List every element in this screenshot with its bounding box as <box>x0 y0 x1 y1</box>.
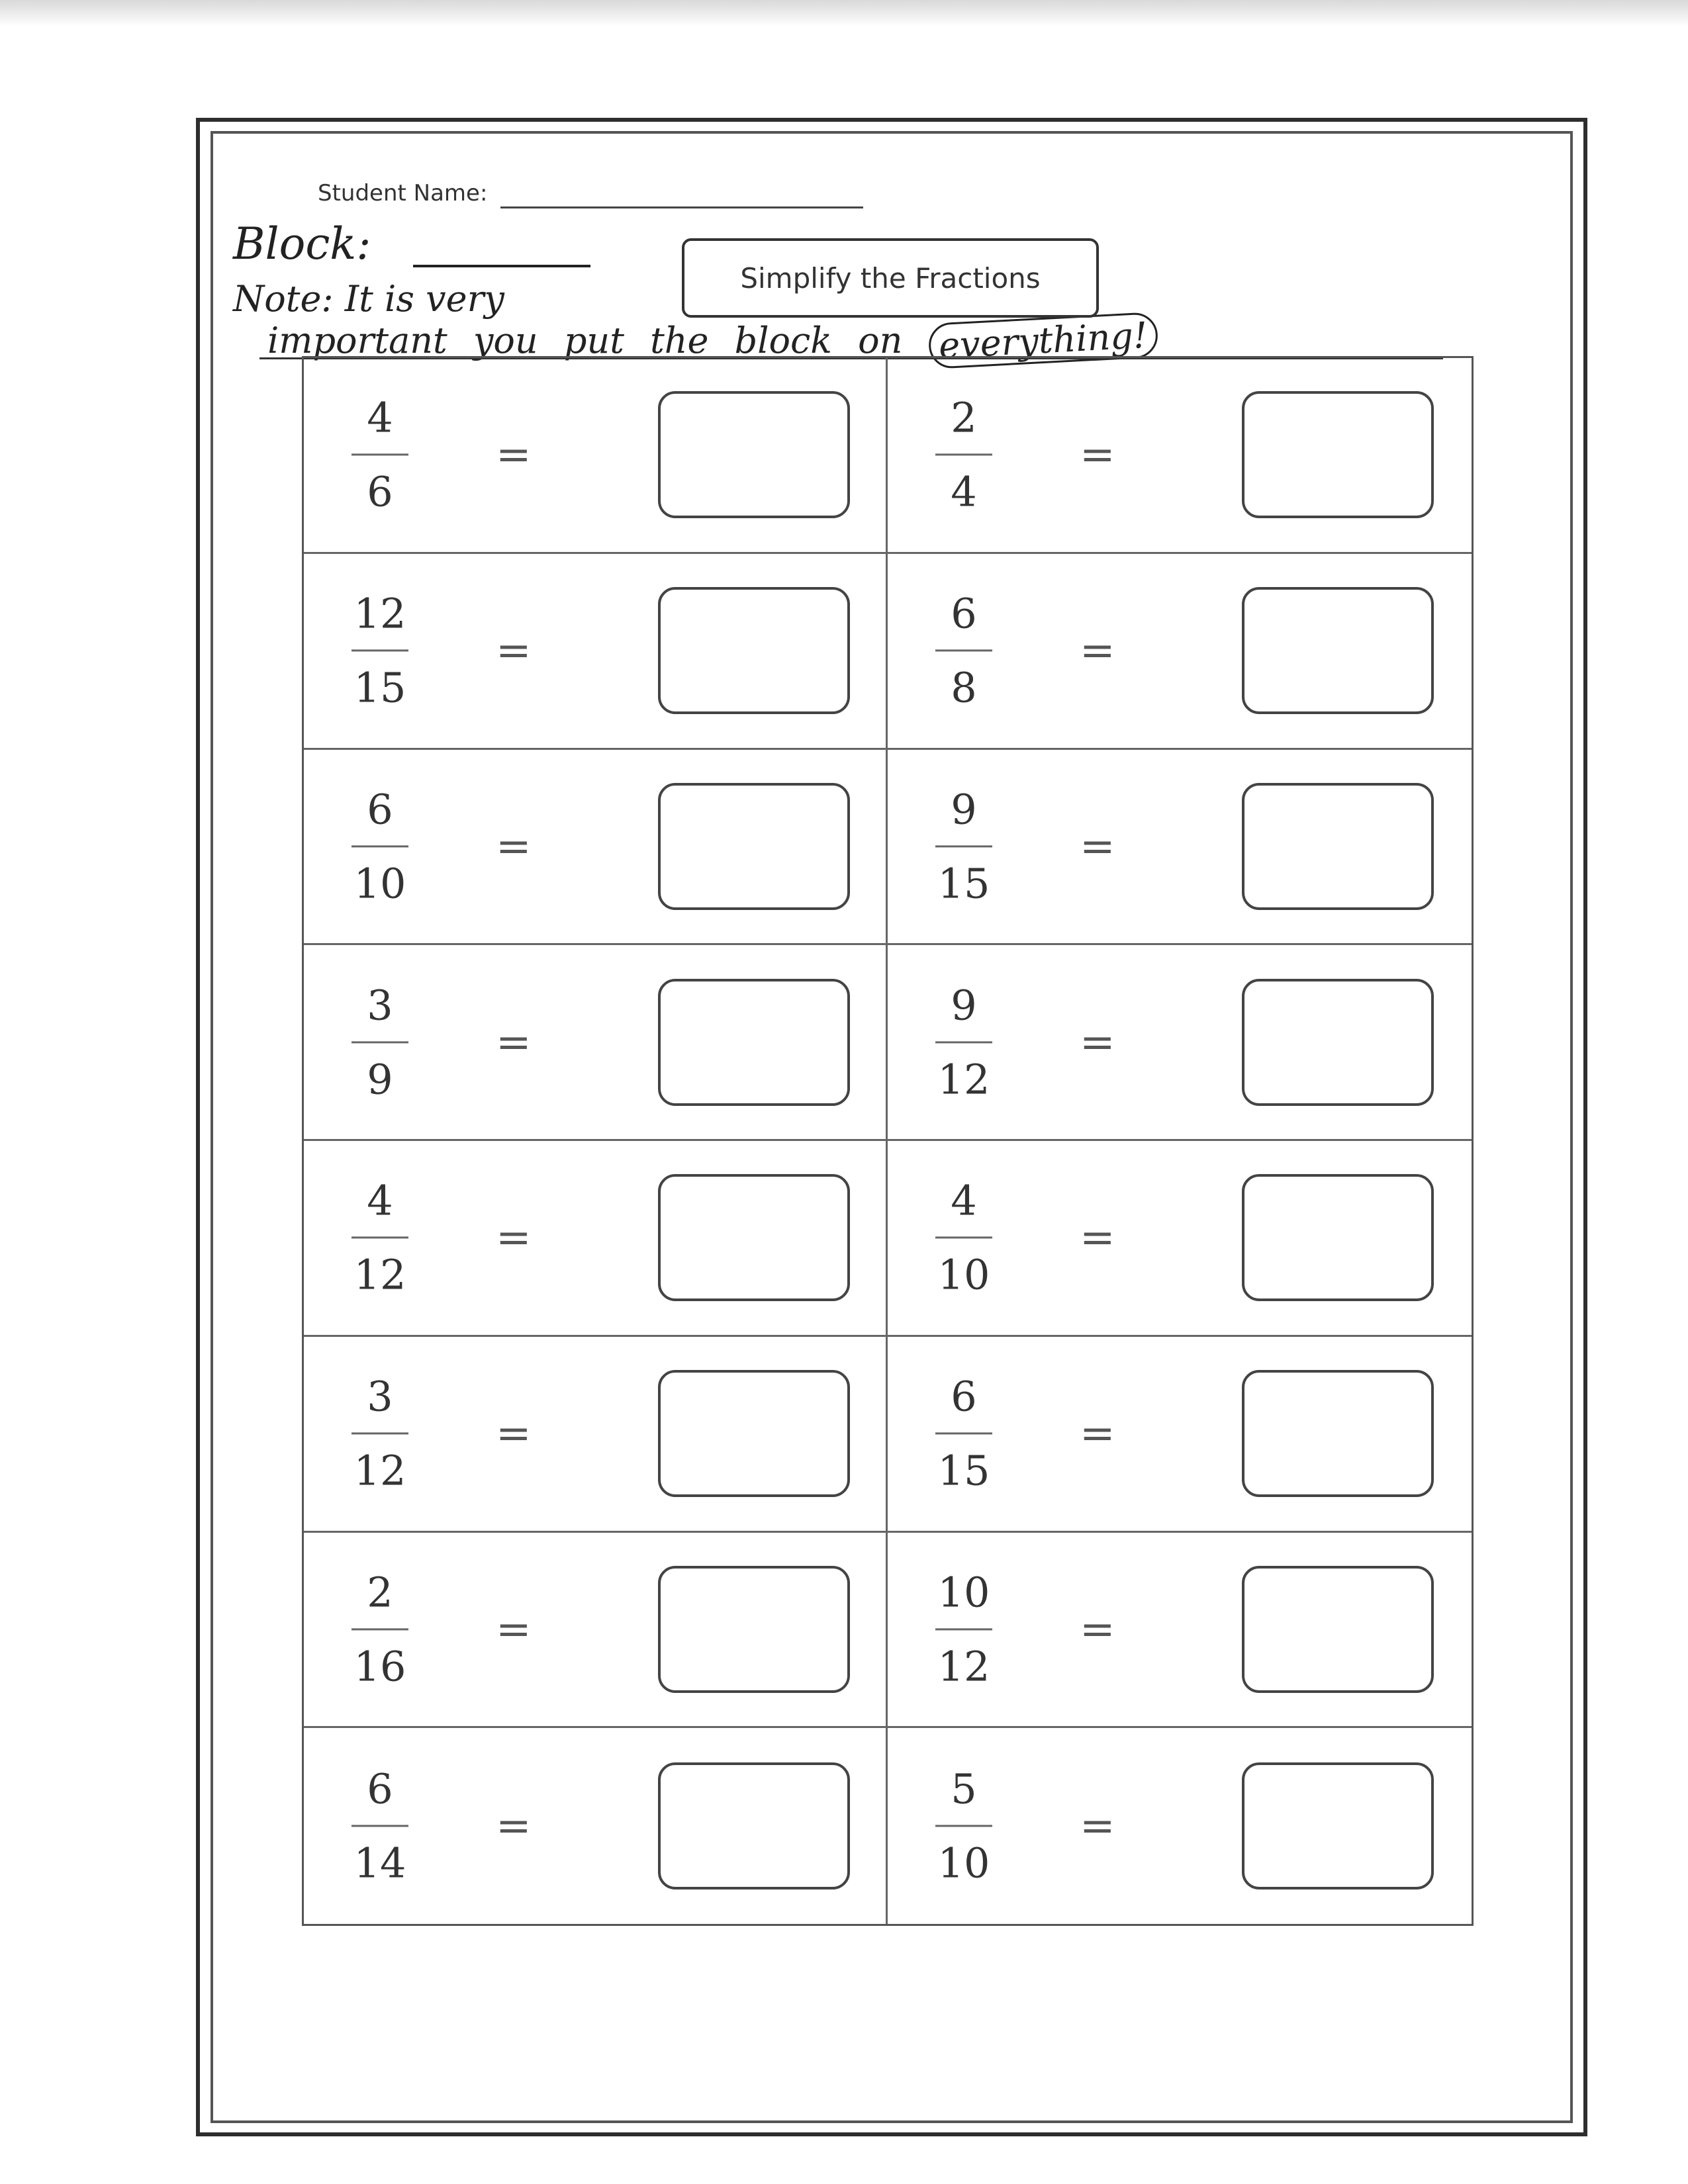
note-circled-word: everything! <box>927 312 1158 369</box>
denominator: 10 <box>353 859 406 908</box>
answer-box[interactable] <box>658 979 850 1106</box>
numerator: 3 <box>367 981 393 1030</box>
problem-cell <box>304 1533 888 1729</box>
equals-sign: = <box>1080 1604 1115 1654</box>
fraction <box>927 1568 1000 1691</box>
equals-sign: = <box>496 1017 532 1067</box>
problem-cell <box>888 1141 1472 1337</box>
numerator: 9 <box>951 981 977 1030</box>
problem-cell <box>888 750 1472 946</box>
student-name-label: Student Name: <box>318 180 488 206</box>
problem-cell <box>888 1728 1472 1924</box>
equals-sign: = <box>496 626 532 676</box>
answer-box[interactable] <box>1242 1174 1434 1301</box>
answer-box[interactable] <box>1242 1370 1434 1497</box>
denominator: 16 <box>353 1642 406 1691</box>
block-field[interactable] <box>413 265 590 267</box>
equals-sign: = <box>1080 1213 1115 1263</box>
denominator: 15 <box>353 663 406 712</box>
numerator: 6 <box>951 1372 977 1421</box>
fraction <box>344 981 416 1104</box>
answer-box[interactable] <box>658 391 850 518</box>
answer-box[interactable] <box>658 1566 850 1693</box>
student-name-field[interactable] <box>500 206 863 208</box>
answer-box[interactable] <box>1242 1566 1434 1693</box>
scan-shadow <box>0 0 1688 26</box>
fraction <box>927 1372 1000 1495</box>
equals-sign: = <box>496 1213 532 1263</box>
note-line-2-text: important you put the block on <box>267 320 903 361</box>
numerator: 2 <box>367 1568 393 1617</box>
answer-box[interactable] <box>1242 783 1434 910</box>
denominator: 12 <box>937 1642 990 1691</box>
answer-box[interactable] <box>1242 979 1434 1106</box>
answer-box[interactable] <box>1242 1762 1434 1889</box>
numerator: 6 <box>367 1764 393 1813</box>
fraction <box>927 981 1000 1104</box>
denominator: 10 <box>937 1839 990 1888</box>
fraction <box>927 1176 1000 1299</box>
problem-grid <box>302 356 1474 1926</box>
equals-sign: = <box>1080 1017 1115 1067</box>
problem-cell <box>304 945 888 1141</box>
block-label: Block: <box>233 218 371 269</box>
numerator: 4 <box>367 393 393 442</box>
numerator: 9 <box>951 785 977 834</box>
equals-sign: = <box>496 1409 532 1459</box>
equals-sign: = <box>1080 1409 1115 1459</box>
equals-sign: = <box>496 1604 532 1654</box>
answer-box[interactable] <box>658 1762 850 1889</box>
answer-box[interactable] <box>1242 587 1434 714</box>
problem-cell <box>304 554 888 750</box>
fraction <box>344 393 416 516</box>
problem-cell <box>888 1533 1472 1729</box>
numerator: 6 <box>367 785 393 834</box>
answer-box[interactable] <box>658 1174 850 1301</box>
fraction <box>344 1568 416 1691</box>
denominator: 14 <box>353 1839 406 1888</box>
problem-cell <box>888 1337 1472 1533</box>
numerator: 2 <box>951 393 977 442</box>
worksheet-title: Simplify the Fractions <box>682 238 1099 318</box>
fraction <box>344 1176 416 1299</box>
fraction <box>344 1372 416 1495</box>
denominator: 12 <box>353 1250 406 1299</box>
equals-sign: = <box>1080 1801 1115 1851</box>
denominator: 12 <box>353 1446 406 1495</box>
answer-box[interactable] <box>658 587 850 714</box>
denominator: 6 <box>367 467 393 516</box>
equals-sign: = <box>496 821 532 871</box>
problem-cell <box>888 554 1472 750</box>
equals-sign: = <box>1080 821 1115 871</box>
numerator: 4 <box>951 1176 977 1225</box>
denominator: 15 <box>937 1446 990 1495</box>
problem-cell <box>304 750 888 946</box>
denominator: 12 <box>937 1055 990 1104</box>
problem-cell <box>304 358 888 554</box>
denominator: 10 <box>937 1250 990 1299</box>
equals-sign: = <box>496 430 532 480</box>
problem-cell <box>888 358 1472 554</box>
numerator: 6 <box>951 589 977 638</box>
numerator: 12 <box>353 589 406 638</box>
equals-sign: = <box>1080 430 1115 480</box>
note-line-1: Note: It is very <box>233 278 504 320</box>
fraction <box>344 1764 416 1888</box>
answer-box[interactable] <box>1242 391 1434 518</box>
denominator: 9 <box>367 1055 393 1104</box>
equals-sign: = <box>496 1801 532 1851</box>
fraction <box>344 589 416 712</box>
numerator: 3 <box>367 1372 393 1421</box>
fraction <box>344 785 416 908</box>
problem-cell <box>304 1728 888 1924</box>
fraction <box>927 589 1000 712</box>
equals-sign: = <box>1080 626 1115 676</box>
answer-box[interactable] <box>658 1370 850 1497</box>
answer-box[interactable] <box>658 783 850 910</box>
denominator: 4 <box>951 467 977 516</box>
numerator: 10 <box>937 1568 990 1617</box>
fraction <box>927 1764 1000 1888</box>
fraction <box>927 785 1000 908</box>
numerator: 5 <box>951 1764 977 1813</box>
denominator: 15 <box>937 859 990 908</box>
denominator: 8 <box>951 663 977 712</box>
fraction <box>927 393 1000 516</box>
problem-cell <box>304 1141 888 1337</box>
numerator: 4 <box>367 1176 393 1225</box>
problem-cell <box>304 1337 888 1533</box>
problem-cell <box>888 945 1472 1141</box>
